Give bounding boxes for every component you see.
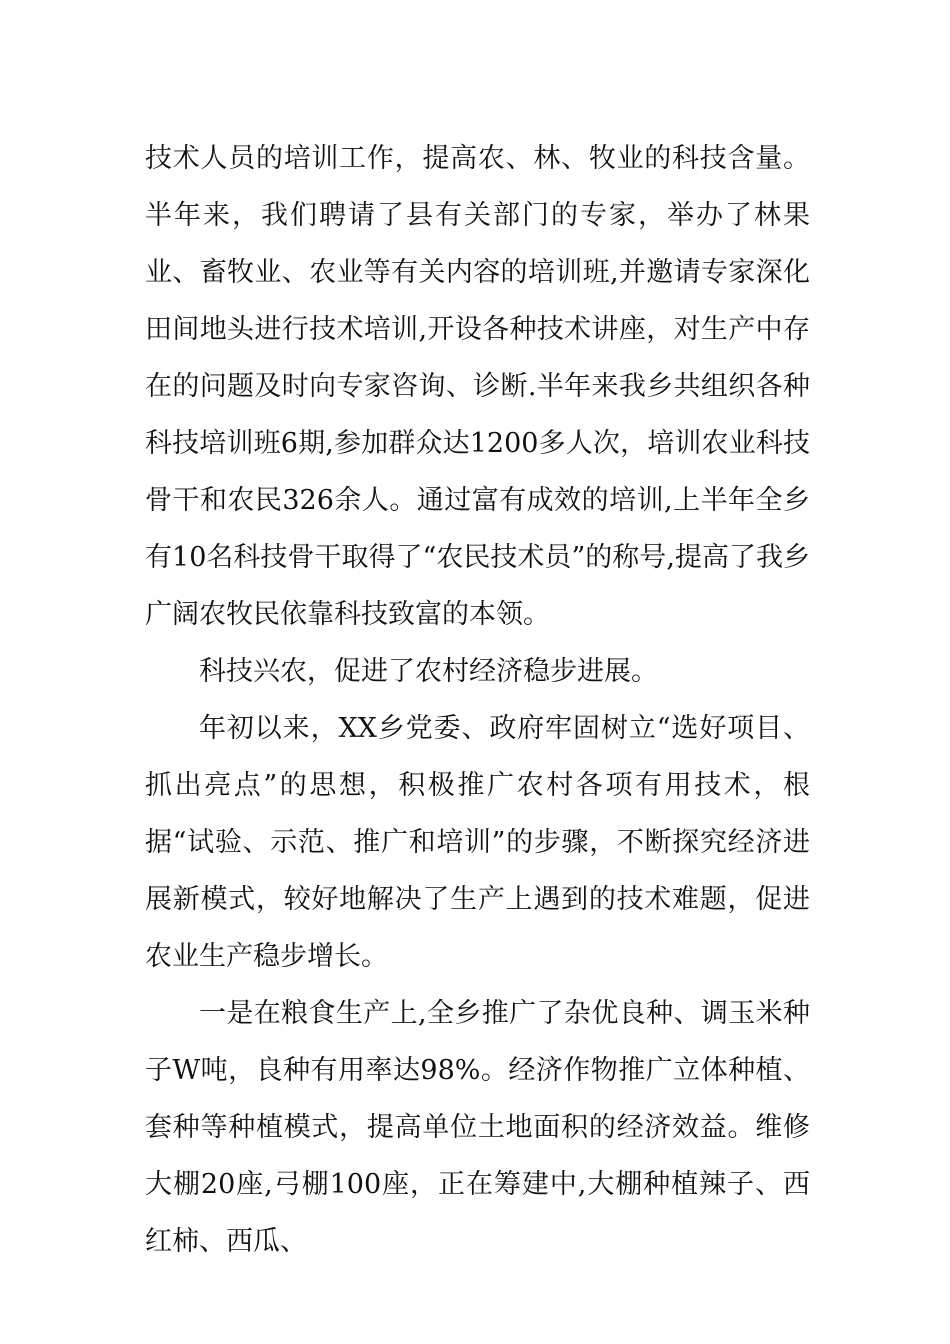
paragraph-project-overview: 年初以来，XX乡党委、政府牢固树立“选好项目、抓出亮点”的思想，积极推广农村各项有用技术，根据“试验、示范、推广和培训”的步骤，不断探究经济进展新模式，较好地解决了生产上遇到的技术难题，促进农业生产稳步增长。 — [145, 713, 810, 972]
document-body — [145, 130, 810, 1270]
paragraph-training-summary: 技术人员的培训工作，提高农、林、牧业的科技含量。半年来，我们聘请了县有关部门的专家，举办了林果业、畜牧业、农业等有关内容的培训班,并邀请专家深化田间地头进行技术培训,开设各种技术讲座，对生产中存在的问题及时向专家咨询、诊断.半年来我乡共组织各种科技培训班6期,参加群众达1200多人次，培训农业科技骨干和农民326余人。通过富有成效的培训,上半年全乡有10名科技骨干取得了“农民技术员”的称号,提高了我乡广阔农牧民依靠科技致富的本领。 — [145, 143, 810, 630]
paragraph-section-heading: 科技兴农，促进了农村经济稳步进展。 — [199, 656, 658, 687]
paragraph-grain-production: 一是在粮食生产上,全乡推广了杂优良种、调玉米种子W吨，良种有用率达98%。经济作物推广立体种植、套种等种植模式，提高单位土地面积的经济效益。维修大棚20座,弓棚100座，正在筹建中,大棚种植辣子、西红柿、西瓜、 — [145, 998, 810, 1257]
